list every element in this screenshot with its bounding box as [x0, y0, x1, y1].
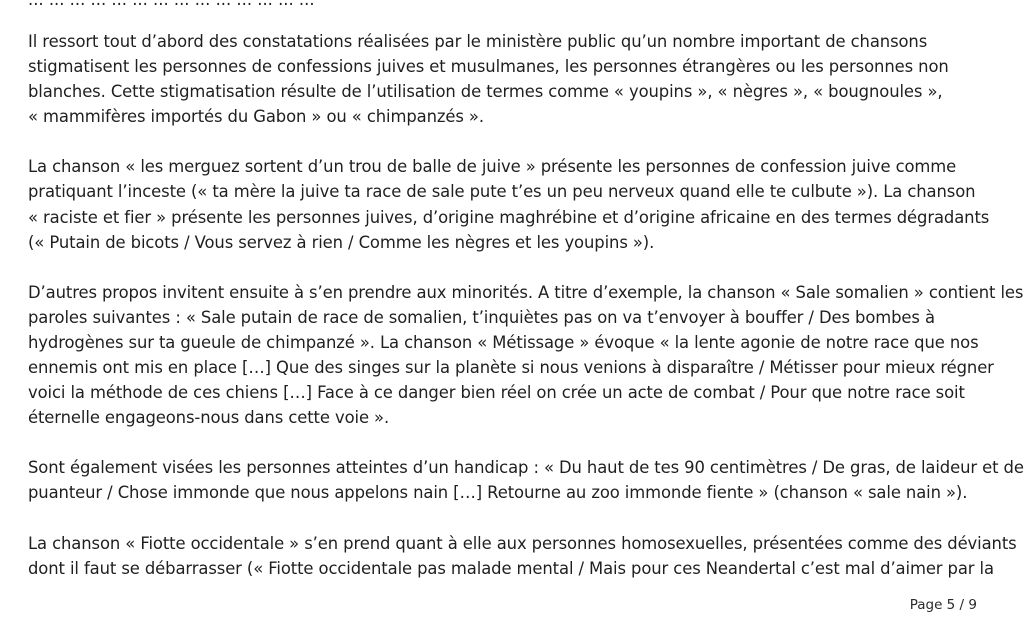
text-line: Sont également visées les personnes atteintes d’un handicap : « Du haut de tes 90 centimètres / De gras, de laideur et de	[28, 458, 1024, 478]
text-line: stigmatisent les personnes de confessions juives et musulmanes, les personnes étrangères ou les personnes non	[28, 57, 949, 77]
text-line: paroles suivantes : « Sale putain de race de somalien, t’inquiètes pas on va t’envoyer à bouffer / Des bombes à	[28, 307, 935, 327]
paragraph-2	[28, 154, 1018, 254]
page-number: Page 5 / 9	[909, 597, 977, 613]
text-line: La chanson « Fiotte occidentale » s’en prend quant à elle aux personnes homosexuelles, présentées comme des déviants	[28, 533, 1017, 553]
text-line: Il ressort tout d’abord des constatations réalisées par le ministère public qu’un nombre important de chansons	[28, 32, 928, 51]
text-line: La chanson « les merguez sortent d’un trou de balle de juive » présente les personnes de confession juive comme	[28, 157, 957, 177]
text-line: « raciste et fier » présente les personnes juives, d’origine maghrébine et d’origine africaine en des termes dégradants	[28, 207, 990, 227]
paragraph-1	[28, 29, 1018, 129]
text-line: voici la méthode de ces chiens […] Face à ce danger bien réel on crée un acte de combat / Pour que notre race soit	[28, 383, 965, 403]
text-line: (« Putain de bicots / Vous servez à rien / Comme les nègres et les youpins »).	[28, 232, 655, 252]
text-line: éternelle engageons-nous dans cette voie ».	[28, 408, 390, 428]
text-line: dont il faut se débarrasser (« Fiotte occidentale pas malade mental / Mais pour ces Neandertal c’est mal d’aimer par la	[28, 558, 994, 578]
paragraph-4	[28, 455, 1024, 505]
text-line: D’autres propos invitent ensuite à s’en prendre aux minorités. A titre d’exemple, la chanson « Sale somalien » contient les	[28, 282, 1024, 302]
text-line: puanteur / Chose immonde que nous appelons nain […] Retourne au zoo immonde fiente » (chanson « sale nain »).	[28, 483, 968, 503]
text-line: ennemis ont mis en place […] Que des singes sur la planète si nous venions à disparaître / Métisser pour mieux régner	[28, 358, 994, 378]
paragraph-3	[28, 280, 1024, 431]
document-body	[28, 29, 1024, 606]
text-line: « mammifères importés du Gabon » ou « chimpanzés ».	[28, 107, 484, 127]
paragraph-5	[28, 531, 1018, 581]
text-line: pratiquant l’inceste (« ta mère la juive ta race de sale pute t’es un peu nerveux quand elle te culbute »). La chanson	[28, 182, 976, 202]
cropped-top-line	[28, 0, 1008, 12]
text-line: blanches. Cette stigmatisation résulte de l’utilisation de termes comme « youpins », « nègres », « bougnoules »,	[28, 82, 943, 102]
text-line: hydrogènes sur ta gueule de chimpanzé ». La chanson « Métissage » évoque « la lente agonie de notre race que nos	[28, 332, 979, 352]
